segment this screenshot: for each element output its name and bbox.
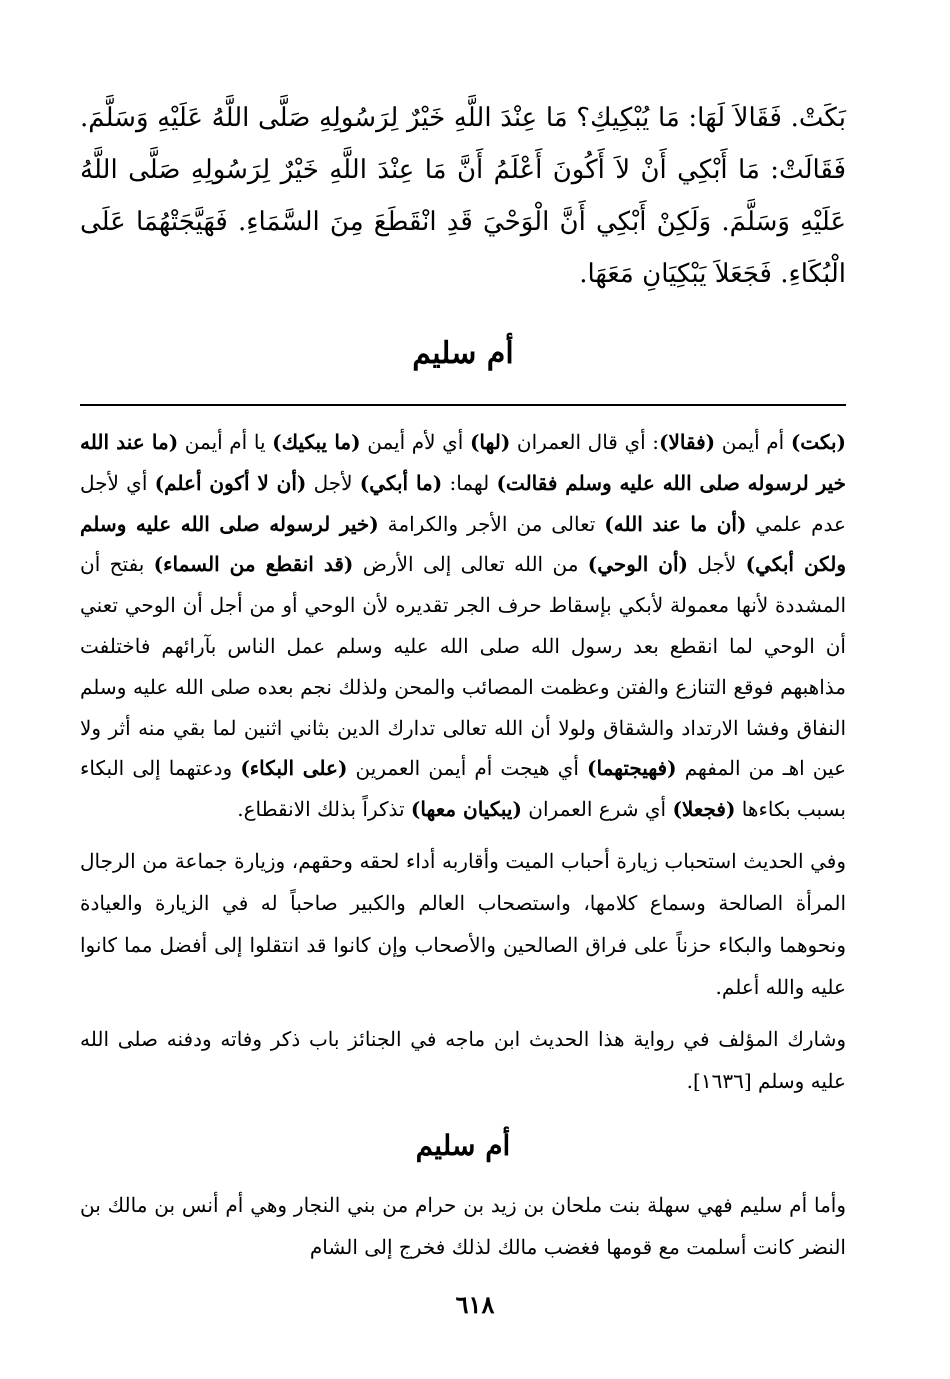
commentary-segment: تذكراً بذلك الانقطاع. [237, 797, 411, 822]
commentary-bold-segment: (ما يبكيك) [272, 430, 361, 454]
commentary-segment: أم أيمن [715, 430, 791, 454]
commentary-bold-segment: (بكت) [790, 430, 847, 454]
paragraph-umm-sulaym: وأما أم سليم فهي سهلة بنت ملحان بن زيد بن حرام من بني النجار وهي أم أنس بن مالك بن النضر كانت أسلمت مع قومها فغضب مالك لذلك فخرج إلى الشام [80, 1192, 846, 1259]
commentary-segment: من الله تعالى إلى الأرض [353, 552, 588, 577]
commentary-bold-segment: (أن ما عند الله) [604, 511, 747, 536]
commentary-segment: أي لأجل عدم علمي [80, 470, 846, 536]
hadith-text: بَكَتْ. فَقَالاَ لَهَا: مَا يُبْكِيكِ؟ مَا عِنْدَ اللَّهِ خَيْرٌ لِرَسُولِهِ صَلَّى اللَّهُ عَلَيْهِ وَسَلَّمَ. فَقَالَتْ: مَا أَبْكِي أَنْ لاَ أَكُونَ أَعْلَمُ أَنَّ مَا عِنْدَ اللَّهِ خَيْرٌ لِرَسُولِهِ صَلَّى اللَّهُ عَلَيْهِ وَسَلَّمَ. وَلَكِنْ أَبْكِي أَنَّ الْوَحْيَ قَدِ انْقَطَعَ مِنَ السَّمَاءِ. فَهَيَّجَتْهُمَا عَلَى الْبُكَاءِ. فَجَعَلاَ يَبْكِيَانِ مَعَهَا. [80, 103, 846, 289]
commentary-segment: أي لأم أيمن [360, 430, 470, 454]
commentary-segment: لأجل [306, 470, 360, 495]
commentary-bold-segment: (ما عند الله خير لرسوله صلى الله عليه وسلم فقالت) [80, 430, 847, 495]
commentary-segment: : أي قال العمران [510, 430, 660, 454]
commentary-bold-segment: (فهيجتهما) [587, 756, 677, 781]
section-heading-top: أم سليم [412, 336, 514, 371]
commentary-bold-segment: (قد انقطع من السماء) [153, 552, 354, 577]
commentary-bold-segment: (فقالا) [659, 430, 716, 454]
commentary-text [80, 422, 846, 830]
page-number: ٦١٨ [455, 1290, 495, 1319]
commentary-bold-segment: (أن الوحي) [587, 552, 688, 577]
footnote-divider [80, 404, 846, 406]
paragraph-ibn-majah: وشارك المؤلف في رواية هذا الحديث ابن ماجه في الجنائز باب ذكر وفاته ودفنه صلى الله عليه وسلم [١٦٣٦]. [80, 1026, 846, 1093]
commentary-bold-segment: (ما أبكي) [359, 470, 443, 495]
commentary-bold-segment: (خير لرسوله صلى الله عليه وسلم ولكن أبكي) [80, 511, 846, 577]
commentary-bold-segment: (لها) [469, 430, 511, 454]
commentary-bold-segment: (يبكيان معها) [410, 797, 522, 822]
commentary-segment: لأجل [687, 552, 746, 577]
commentary-bold-segment: (فجعلا) [672, 797, 736, 822]
commentary-segment: تعالى من الأجر والكرامة [378, 511, 605, 536]
commentary-segment: أي شرع العمران [521, 797, 673, 822]
paragraph-benefits: وفي الحديث استحباب زيارة أحباب الميت وأقاربه أداء لحقه وحقهم، وزيارة جماعة من الرجال المرأة الصالحة وسماع كلامها، واستصحاب العالم والكبير صاحباً له في الزيارة والعيادة ونحوهما والبكاء حزناً على فراق الصالحين والأصحاب وإن كانوا قد انتقلوا إلى أفضل مما كانوا عليه والله أعلم. [80, 848, 846, 999]
commentary-segment: ودعتهما إلى البكاء بسبب بكاءها [80, 756, 846, 822]
page-body [80, 92, 846, 1268]
commentary-segment: أي هيجت أم أيمن العمرين [347, 756, 588, 781]
commentary-bold-segment: (أن لا أكون أعلم) [154, 470, 307, 495]
commentary-segment: لهما: [442, 470, 497, 495]
commentary-bold-segment: (على البكاء) [240, 756, 348, 781]
commentary-segment: بفتح أن المشددة لأنها معمولة لأبكي بإسقاط حرف الجر تقديره لأن الوحي أو من أجل أن الوحي تعني أن الوحي لما انقطع بعد رسول الله صلى الله عليه وسلم عمل الناس بآرائهم فاختلفت مذاهبهم فوقع التنازع والفتن وعظمت المصائب والمحن ولذلك نجم بعده صلى الله عليه وسلم النفاق وفشا الارتداد والشقاق ولولا أن الله تعالى تدارك الدين بثاني اثنين لما بقي منه أثر ولا عين اهـ من المفهم [80, 552, 847, 781]
section-heading-umm-sulaym: أم سليم [415, 1128, 511, 1162]
commentary-segment: يا أم أيمن [178, 430, 273, 454]
